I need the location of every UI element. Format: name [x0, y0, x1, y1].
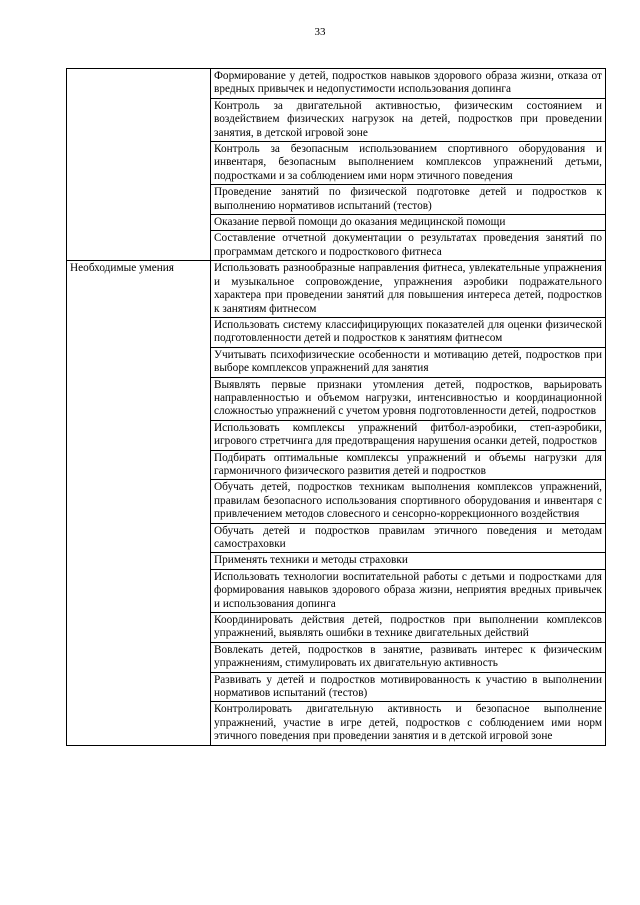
list-item: Формирование у детей, подростков навыков здорового образа жизни, отказа от вредных привычек и недопустимости использования допинга [211, 69, 605, 99]
list-item: Обучать детей, подростков техникам выполнения комплексов упражнений, правилам безопасного использования спортивного оборудования и инвентаря с привлечением методов словесного и сенсорно-коррекционного воздействия [211, 480, 605, 523]
table-row [67, 261, 606, 745]
items-cell [211, 261, 606, 745]
list-item: Составление отчетной документации о результатах проведения занятий по программам детского и подросткового фитнеса [214, 232, 602, 258]
list-item: Вовлекать детей, подростков в занятие, развивать интерес к физическим упражнениям, стимулировать их двигательную активность [211, 643, 605, 673]
list-item: Контроль за безопасным использованием спортивного оборудования и инвентаря, безопасным выполнением комплексов упражнений детьми, подростками и за соблюдением ими норм этичного поведения [211, 142, 605, 185]
list-item: Координировать действия детей, подростков при выполнении комплексов упражнений, выявлять ошибки в технике двигательных действий [211, 613, 605, 643]
items-cell [211, 69, 606, 261]
list-item: Оказание первой помощи до оказания медицинской помощи [211, 215, 605, 231]
list-item: Учитывать психофизические особенности и мотивацию детей, подростков при выборе комплексов упражнений для занятия [211, 348, 605, 378]
list-item: Проведение занятий по физической подготовке детей и подростков к выполнению нормативов испытаний (тестов) [211, 185, 605, 215]
list-item: Контролировать двигательную активность и безопасное выполнение упражнений, участие в игре детей, подростков с соблюдением ими норм этичного поведения при проведении занятия и в детской игровой зоне [214, 703, 602, 743]
list-item: Подбирать оптимальные комплексы упражнений и объемы нагрузки для гармоничного физического развития детей и подростков [211, 451, 605, 481]
row-label [67, 69, 211, 261]
competency-table [66, 68, 606, 746]
list-item: Контроль за двигательной активностью, физическим состоянием и воздействием физических нагрузок на детей, подростков при проведении занятия, в детской игровой зоне [211, 99, 605, 142]
list-item: Использовать комплексы упражнений фитбол-аэробики, степ-аэробики, игрового стретчинга для предотвращения нарушения осанки детей, подростков [211, 421, 605, 451]
page-number: 33 [314, 26, 326, 38]
row-label: Необходимые умения [67, 261, 211, 745]
table-row [67, 69, 606, 261]
list-item: Использовать технологии воспитательной работы с детьми и подростками для формирования навыков здорового образа жизни, неприятия вредных привычек и использования допинга [211, 570, 605, 613]
list-item: Выявлять первые признаки утомления детей, подростков, варьировать направленностью и объемом нагрузки, интенсивностью и координационной сложностью упражнений с учетом уровня подготовленности детей, подростков [211, 378, 605, 421]
list-item: Применять техники и методы страховки [211, 553, 605, 569]
list-item: Обучать детей и подростков правилам этичного поведения и методам самостраховки [211, 524, 605, 554]
list-item: Использовать разнообразные направления фитнеса, увлекательные упражнения и музыкальное сопровождение, упражнения аэробики подражательного характера при проведении занятий для повышения интереса детей, подростков к занятиям фитнесом [211, 261, 605, 318]
list-item: Развивать у детей и подростков мотивированность к участию в выполнении нормативов испытаний (тестов) [211, 673, 605, 703]
list-item: Использовать систему классифицирующих показателей для оценки физической подготовленности детей и подростков к занятиям фитнесом [211, 318, 605, 348]
